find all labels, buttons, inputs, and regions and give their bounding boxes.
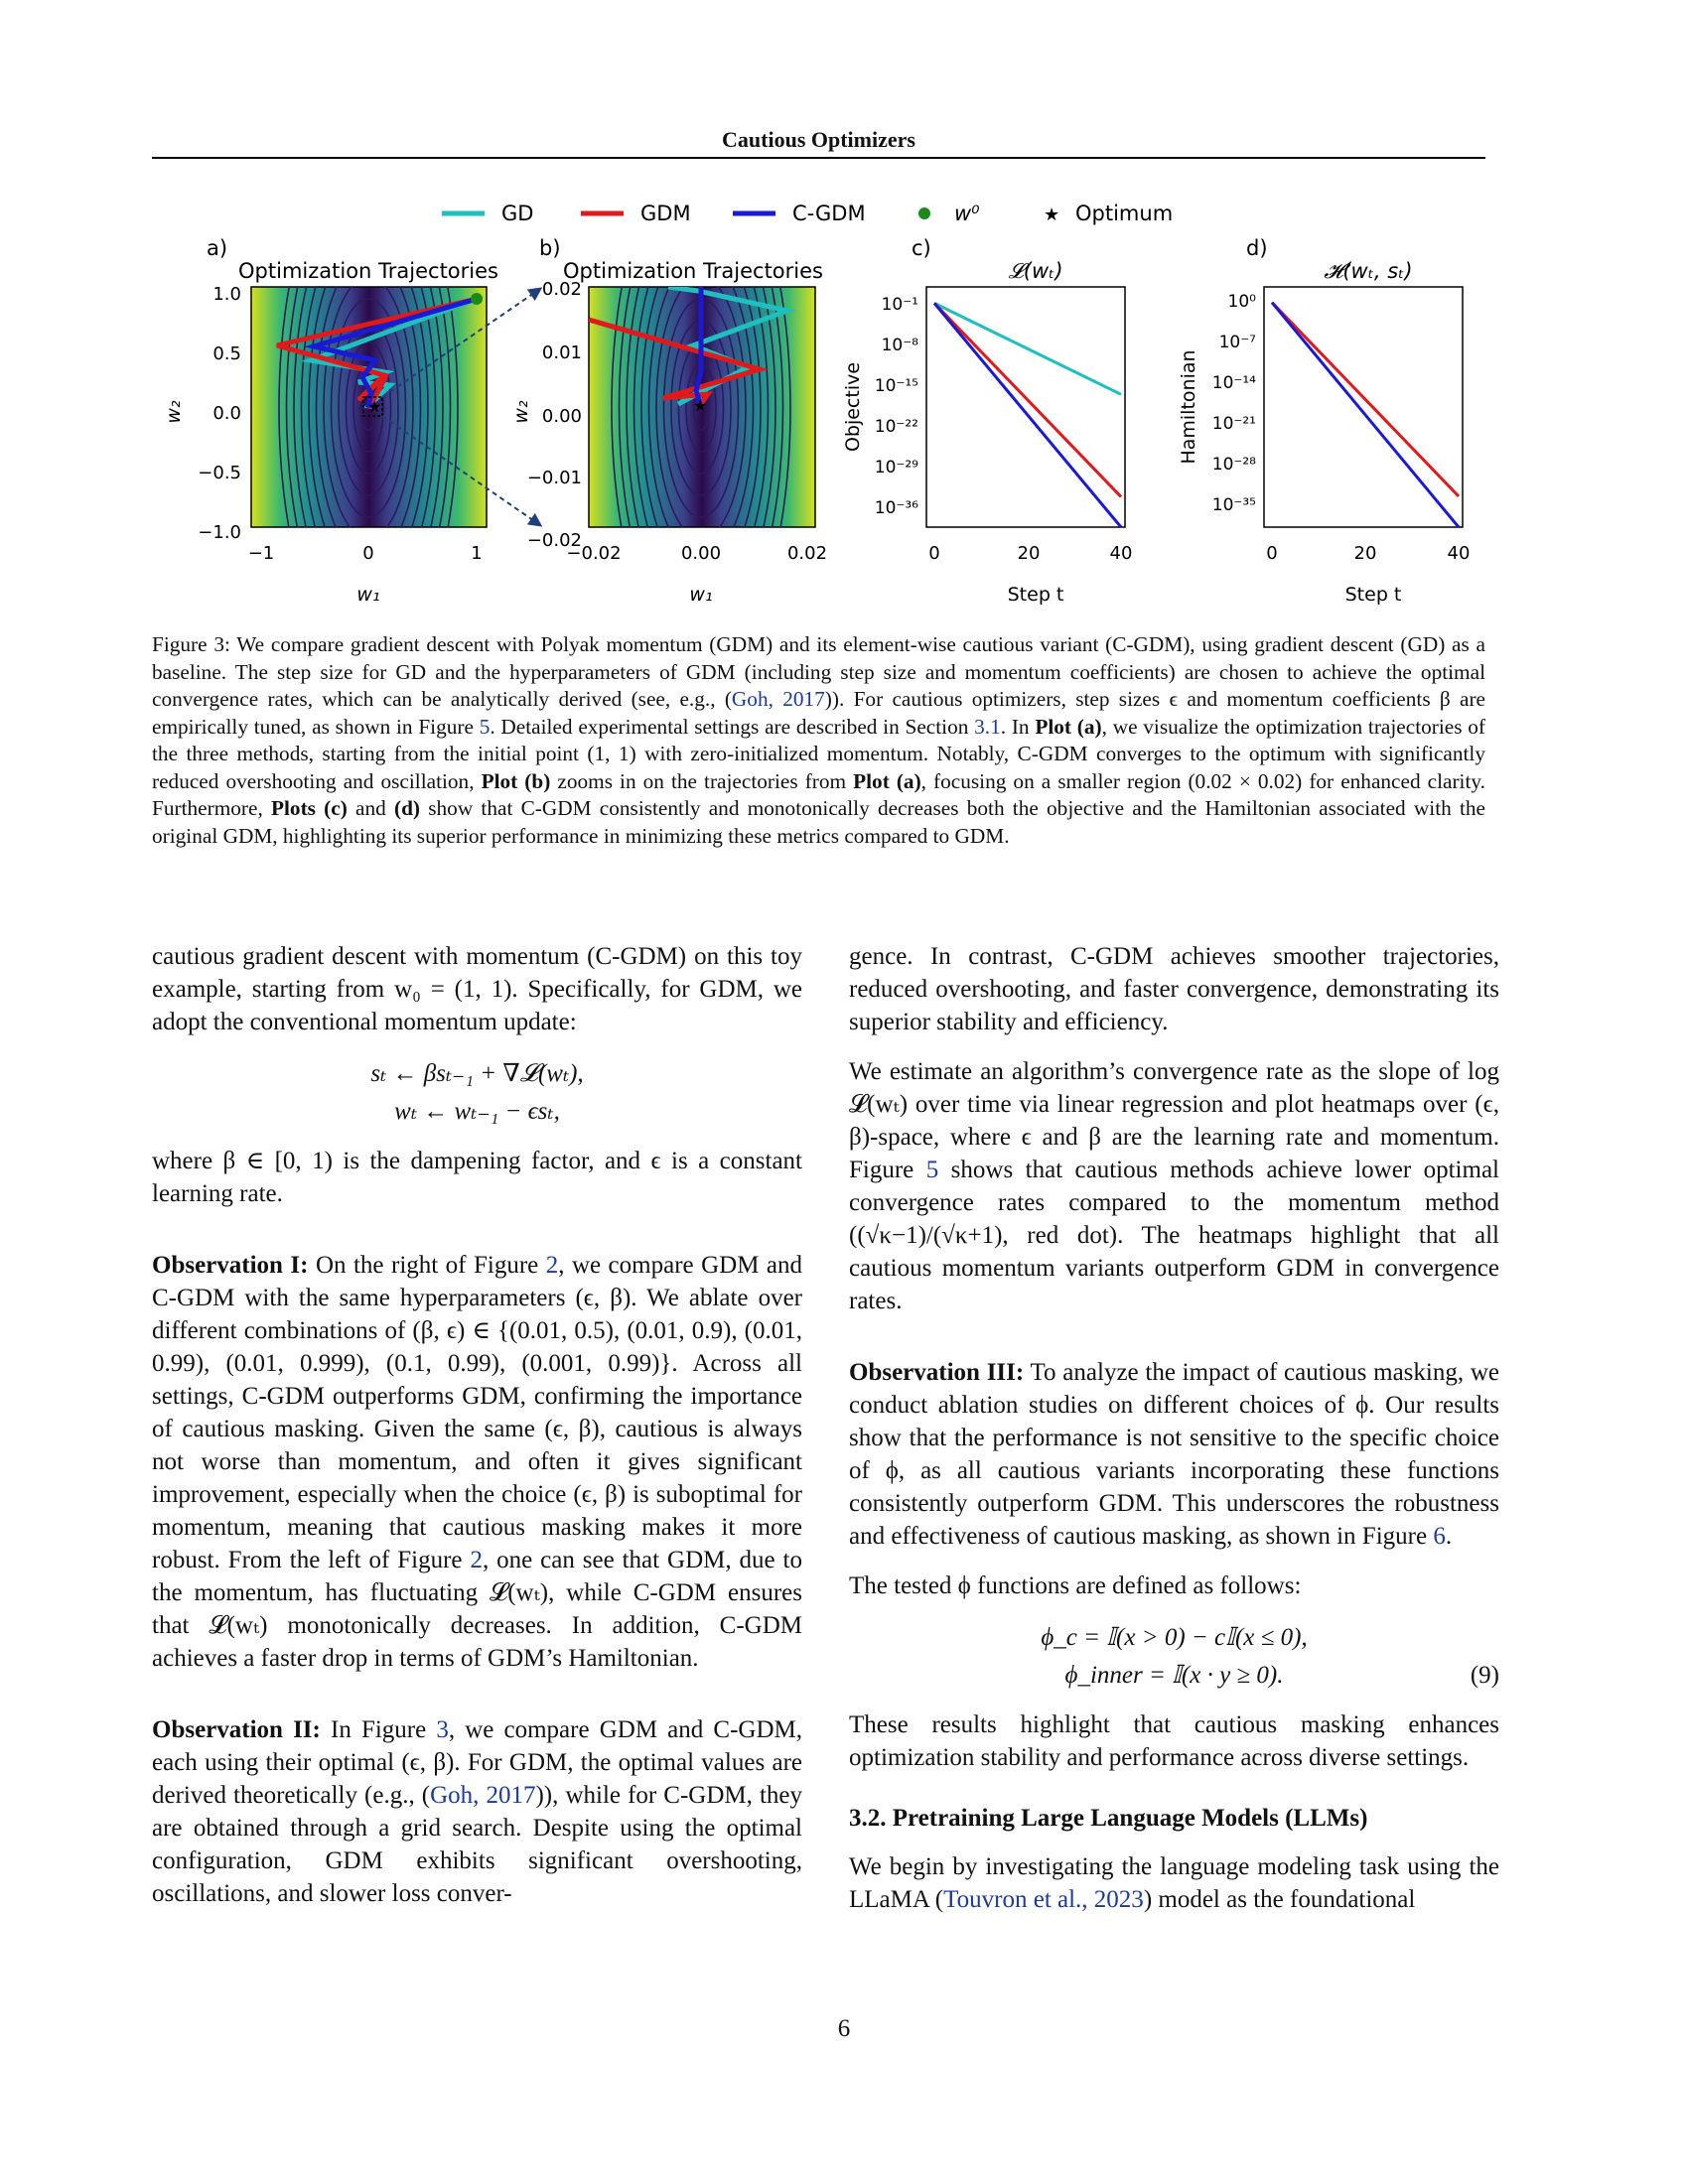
right-paragraph-1: gence. In contrast, C-GDM achieves smoother trajectories, reduced overshooting, and faster convergence, demonstrating its superior stability and efficiency. — [849, 943, 1499, 1035]
section-heading-3-2: 3.2. Pretraining Large Language Models (LLMs) — [849, 1805, 1368, 1832]
observation-1: Observation I: On the right of Figure 2, we compare GDM and C-GDM with the same hyperparameters (ϵ, β). We ablate over different combinations of (β, ϵ) ∈ {(0.01, 0.5), (0.01, 0.9), (0.01, 0.99), (0.01, 0.999), (0.1, 0.99), (0.001, 0.99)}. Across all settings, C-GDM outperforms GDM, confirming the importance of cautious masking. Given the same (ϵ, β), cautious is always not worse than momentum, and often it gives significant improvement, especially when the choice (ϵ, β) is suboptimal for momentum, meaning that cautious masking makes it more robust. From the left of Figure 2, one can see that GDM, due to the momentum, has fluctuating 𝓛(wₜ), while C-GDM ensures that 𝓛(wₜ) monotonically decreases. In addition, C-GDM achieves a faster drop in terms of GDM’s Hamiltonian. — [152, 1252, 802, 1672]
right-paragraph-2: We estimate an algorithm’s convergence rate as the slope of log 𝓛(wₜ) over time via linear regression and plot heatmaps over (ϵ, β)-space, where ϵ and β are the learning rate and momentum. Figure 5 shows that cautious methods achieve lower optimal convergence rates compared to the momentum method ((√κ−1)/(√κ+1), red dot). The heatmaps highlight that all cautious momentum variants outperform GDM in convergence rates. — [849, 1058, 1499, 1314]
svg-text:0.01: 0.01 — [541, 342, 582, 363]
legend-gdm: GDM — [640, 202, 691, 225]
svg-text:10⁻¹⁵: 10⁻¹⁵ — [874, 376, 918, 396]
panel-b-xlabel: w₁ — [689, 584, 713, 606]
svg-text:−0.02: −0.02 — [526, 530, 582, 551]
link-figure-5b[interactable]: 5 — [925, 1157, 939, 1183]
tested-phi-paragraph: The tested ϕ functions are defined as follows: — [849, 1572, 1302, 1599]
observation-2: Observation II: In Figure 3, we compare GDM and C-GDM, each using their optimal (ϵ, β). For GDM, the optimal values are derived theoretically (e.g., (Goh, 2017)), while for C-GDM, they are obtained through a grid search. Despite using the optimal configuration, GDM exhibits significant overshooting, oscillations, and slower loss conver- — [152, 1716, 802, 1907]
svg-text:0: 0 — [362, 543, 374, 564]
svg-text:0.5: 0.5 — [212, 343, 241, 364]
svg-text:1: 1 — [471, 543, 483, 564]
legend-star-icon: ★ — [1044, 205, 1060, 225]
svg-text:−1.0: −1.0 — [198, 522, 241, 543]
equation-momentum: sₜ ← βsₜ₋₁ + ∇𝓛(wₜ), wₜ ← wₜ₋₁ − ϵsₜ, — [370, 1060, 584, 1125]
panel-a-xlabel: w₁ — [356, 584, 380, 606]
panel-a-letter: a) — [207, 236, 228, 260]
panel-c-title: 𝓛(wₜ) — [1008, 259, 1063, 283]
right-column — [849, 940, 1499, 1933]
panel-c-ylabel: Objective — [842, 361, 864, 453]
svg-text:10⁻⁷: 10⁻⁷ — [1218, 333, 1256, 352]
svg-text:20: 20 — [1017, 543, 1041, 564]
cite-touvron-2023[interactable]: Touvron et al., 2023 — [943, 1886, 1144, 1913]
link-figure-2b[interactable]: 2 — [470, 1547, 483, 1573]
panel-b-title: Optimization Trajectories — [563, 259, 823, 283]
panel-b-letter: b) — [539, 236, 561, 260]
svg-text:10⁻³⁵: 10⁻³⁵ — [1211, 495, 1256, 515]
svg-text:10⁻²⁹: 10⁻²⁹ — [874, 458, 918, 478]
svg-text:10⁻²²: 10⁻²² — [874, 417, 918, 437]
intro-paragraph: cautious gradient descent with momentum (C-GDM) on this toy example, starting from w₀ = (1, 1). Specifically, for GDM, we adopt the conventional momentum update: — [152, 943, 802, 1035]
svg-text:20: 20 — [1353, 543, 1377, 564]
equation-number: (9) — [1470, 1662, 1499, 1689]
where-paragraph: where β ∈ [0, 1) is the dampening factor, and ϵ is a constant learning rate. — [152, 1148, 802, 1207]
cite-goh-2017b[interactable]: Goh, 2017 — [430, 1782, 536, 1809]
svg-text:10⁰: 10⁰ — [1227, 292, 1256, 312]
svg-text:−1: −1 — [247, 543, 275, 564]
legend-optimum: Optimum — [1075, 202, 1174, 225]
panel-a-title: Optimization Trajectories — [238, 259, 498, 283]
panel-d — [1178, 236, 1470, 606]
legend-cgdm: C-GDM — [792, 202, 866, 225]
svg-text:0.02: 0.02 — [541, 279, 582, 300]
equation-9: ϕ_c = 𝕀(x > 0) − c𝕀(x ≤ 0), ϕ_inner = 𝕀(x · y ≥ 0). (9) — [849, 1619, 1499, 1695]
svg-text:−0.5: −0.5 — [198, 463, 241, 483]
figure-legend — [442, 202, 1173, 225]
observation-3: Observation III: To analyze the impact of cautious masking, we conduct ablation studies on different choices of ϕ. Our results show that the performance is not sensitive to the specific choice of ϕ, as all cautious variants incorporating these functions consistently outperform GDM. This underscores the robustness and effectiveness of cautious masking, as shown in Figure 6. — [849, 1359, 1499, 1550]
svg-text:10⁻¹⁴: 10⁻¹⁴ — [1211, 373, 1256, 393]
panel-c-letter: c) — [912, 236, 931, 260]
panel-d-title: 𝓗(wₜ, sₜ) — [1324, 259, 1413, 283]
link-section-3-1[interactable]: 3.1 — [974, 714, 1001, 739]
figure-3 — [152, 184, 1485, 620]
svg-text:10⁻¹: 10⁻¹ — [881, 295, 918, 315]
panel-c-xlabel: Step t — [1007, 584, 1064, 606]
panel-c — [842, 236, 1132, 606]
panel-d-ylabel: Hamiltonian — [1178, 349, 1199, 465]
link-figure-3[interactable]: 3 — [436, 1716, 449, 1743]
cite-goh-2017[interactable]: Goh, 2017 — [731, 687, 825, 711]
panel-a-ylabel: w₂ — [163, 400, 185, 424]
legend-gd: GD — [501, 202, 534, 225]
svg-text:40: 40 — [1447, 543, 1471, 564]
running-head: Cautious Optimizers — [722, 127, 915, 152]
svg-text:−0.01: −0.01 — [526, 468, 582, 488]
svg-text:−0.02: −0.02 — [566, 543, 622, 564]
figure-caption: Figure 3: We compare gradient descent with Polyak momentum (GDM) and its element-wise cautious variant (C-GDM), using gradient descent (GD) as a baseline. The step size for GD and the hyperparameters of GDM (including step size and momentum coefficients) are chosen to achieve the optimal convergence rates, which can be analytically derived (see, e.g., (Goh, 2017)). For cautious optimizers, step sizes ϵ and momentum coefficients β are empirically tuned, as shown in Figure 5. Detailed experimental settings are described in Section 3.1. In Plot (a), we visualize the optimization trajectories of the three methods, starting from the initial point (1, 1) with zero-initialized momentum. Notably, C-GDM converges to the optimum with significantly reduced overshooting and oscillation, Plot (b) zooms in on the trajectories from Plot (a), focusing on a smaller region (0.02 × 0.02) for enhanced clarity. Furthermore, Plots (c) and (d) show that C-GDM consistently and monotonically decreases both the objective and the Hamiltonian associated with the original GDM, highlighting its superior performance in minimizing these metrics compared to GDM. — [152, 632, 1485, 848]
svg-text:10⁻²⁸: 10⁻²⁸ — [1211, 455, 1256, 475]
right-paragraph-4: These results highlight that cautious masking enhances optimization stability and performance across diverse settings. — [849, 1711, 1499, 1771]
svg-text:0.00: 0.00 — [541, 406, 582, 427]
svg-text:★: ★ — [693, 396, 708, 415]
panel-d-xlabel: Step t — [1344, 584, 1402, 606]
svg-text:40: 40 — [1109, 543, 1133, 564]
convergence-rate-fraction: (√κ−1)/(√κ+1) — [857, 1222, 1003, 1249]
link-figure-5[interactable]: 5 — [479, 714, 491, 739]
right-paragraph-5: We begin by investigating the language modeling task using the LLaMA (Touvron et al., 2023) model as the foundational — [849, 1853, 1499, 1913]
svg-text:0: 0 — [1266, 543, 1278, 564]
left-column — [152, 940, 802, 1927]
svg-text:10⁻³⁶: 10⁻³⁶ — [874, 498, 918, 518]
svg-text:1.0: 1.0 — [212, 284, 241, 305]
header-rule — [152, 157, 1485, 159]
panel-a — [163, 184, 540, 620]
svg-text:0: 0 — [928, 543, 940, 564]
page-number: 6 — [837, 2015, 851, 2042]
panel-b-ylabel: w₂ — [510, 400, 532, 424]
svg-text:10⁻⁸: 10⁻⁸ — [881, 336, 918, 355]
svg-text:0.02: 0.02 — [786, 543, 828, 564]
panel-b — [510, 184, 827, 620]
svg-text:0.0: 0.0 — [212, 403, 241, 424]
svg-text:10⁻²¹: 10⁻²¹ — [1211, 414, 1256, 434]
link-figure-6[interactable]: 6 — [1433, 1523, 1446, 1550]
svg-text:0.00: 0.00 — [680, 543, 722, 564]
panel-d-letter: d) — [1246, 236, 1268, 260]
link-figure-2[interactable]: 2 — [545, 1252, 559, 1279]
legend-w0: w⁰ — [954, 202, 980, 225]
svg-text:★: ★ — [367, 397, 382, 416]
